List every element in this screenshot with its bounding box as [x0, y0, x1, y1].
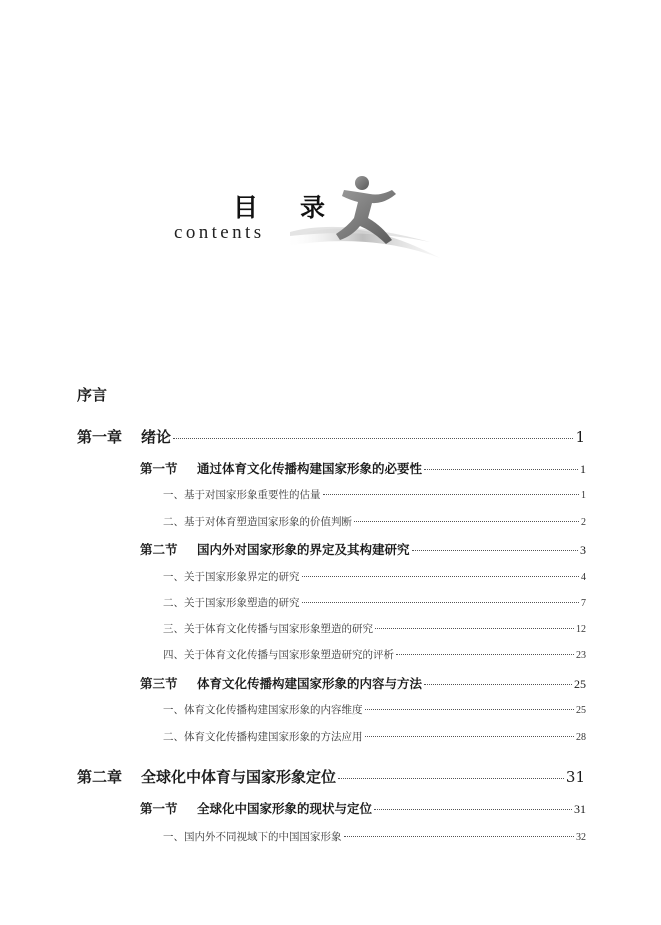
page-number: 1: [580, 462, 586, 476]
toc-section-row[interactable]: [140, 540, 586, 558]
toc-subsection-row[interactable]: [163, 829, 586, 844]
dot-leader: [375, 628, 574, 629]
subsection-title: 一、关于国家形象界定的研究: [163, 571, 300, 583]
page-number: 23: [576, 650, 586, 661]
toc-subsection-row[interactable]: [163, 702, 586, 717]
dot-leader: [365, 736, 575, 737]
section-number: 第三节: [140, 676, 178, 691]
page-number: 4: [581, 572, 586, 583]
dot-leader: [323, 494, 580, 495]
chapter-number: 第一章: [77, 428, 123, 446]
toc-header: [0, 0, 661, 300]
dot-leader: [396, 654, 574, 655]
page-number: 2: [581, 517, 586, 528]
page-number: 3: [580, 543, 586, 557]
toc-section-row[interactable]: [140, 459, 586, 477]
dot-leader: [365, 709, 575, 710]
toc-subsection-row[interactable]: [163, 729, 586, 744]
toc-title-char-1: 目: [233, 193, 259, 222]
chapter-title: 全球化中体育与国家形象定位: [141, 768, 337, 786]
page-number: 1: [575, 428, 585, 446]
dot-leader: [173, 438, 573, 439]
subsection-title: 四、关于体育文化传播与国家形象塑造研究的评析: [163, 649, 394, 661]
section-title: 国内外对国家形象的界定及其构建研究: [197, 542, 410, 557]
page-number: 25: [574, 677, 586, 691]
subsection-title: 一、体育文化传播构建国家形象的内容维度: [163, 704, 363, 716]
section-title: 体育文化传播构建国家形象的内容与方法: [197, 676, 423, 691]
dot-leader: [354, 521, 579, 522]
chapter-title: 绪论: [141, 428, 172, 446]
section-title: 全球化中国家形象的现状与定位: [197, 801, 373, 816]
toc-subsection-row[interactable]: [163, 569, 586, 584]
toc-subsection-row[interactable]: [163, 621, 586, 636]
dot-leader: [424, 684, 572, 685]
dot-leader: [338, 778, 564, 779]
subsection-title: 一、国内外不同视域下的中国国家形象: [163, 831, 342, 843]
section-number: 第二节: [140, 542, 178, 557]
page-number: 25: [576, 705, 586, 716]
toc-section-row[interactable]: [140, 674, 586, 692]
page-number: 12: [576, 624, 586, 635]
dot-leader: [374, 809, 572, 810]
toc-section-row[interactable]: [140, 799, 586, 817]
page-number: 31: [574, 802, 586, 816]
section-title: 通过体育文化传播构建国家形象的必要性: [197, 461, 423, 476]
subsection-title: 三、关于体育文化传播与国家形象塑造的研究: [163, 623, 373, 635]
page-number: 1: [581, 490, 586, 501]
toc-chapter-row[interactable]: [77, 426, 585, 447]
dot-leader: [424, 469, 578, 470]
page-number: 31: [565, 768, 585, 786]
page-number: 32: [576, 832, 586, 843]
toc-subsection-row[interactable]: [163, 514, 586, 529]
subsection-title: 二、体育文化传播构建国家形象的方法应用: [163, 731, 363, 743]
toc-subsection-row[interactable]: [163, 595, 586, 610]
toc-chapter-row[interactable]: [77, 766, 585, 787]
dot-leader: [302, 576, 580, 577]
section-number: 第一节: [140, 461, 178, 476]
preface-entry[interactable]: 序言: [77, 386, 108, 404]
subsection-title: 二、基于对体育塑造国家形象的价值判断: [163, 516, 352, 528]
toc-subsection-row[interactable]: [163, 487, 586, 502]
chapter-number: 第二章: [77, 768, 123, 786]
subsection-title: 一、基于对国家形象重要性的估量: [163, 489, 321, 501]
toc-title-char-2: 录: [300, 193, 326, 222]
page-number: 7: [581, 598, 586, 609]
dot-leader: [412, 550, 578, 551]
toc-subsection-row[interactable]: [163, 647, 586, 662]
toc-subtitle: contents: [174, 222, 265, 243]
section-number: 第一节: [140, 801, 178, 816]
dot-leader: [302, 602, 580, 603]
dot-leader: [344, 836, 575, 837]
page-number: 28: [576, 732, 586, 743]
subsection-title: 二、关于国家形象塑造的研究: [163, 597, 300, 609]
